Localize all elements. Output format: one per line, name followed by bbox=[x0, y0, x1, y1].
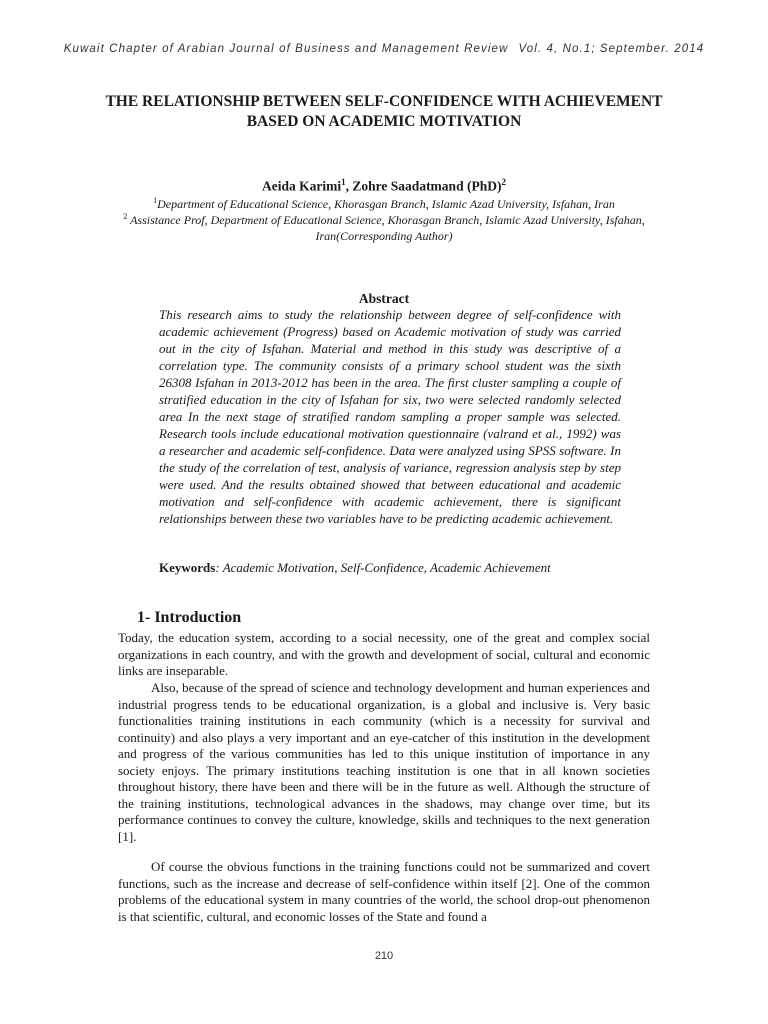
author-separator: , bbox=[345, 178, 353, 194]
author-superscript: 2 bbox=[501, 177, 506, 187]
running-header bbox=[0, 43, 768, 55]
keywords-list: : Academic Motivation, Self-Confidence, Academic Achievement bbox=[215, 560, 551, 575]
journal-name: Kuwait Chapter of Arabian Journal of Business and Management Review bbox=[63, 43, 509, 55]
section-heading-introduction: 1- Introduction bbox=[137, 609, 242, 626]
keywords-line bbox=[159, 559, 629, 576]
affiliation-text: Department of Educational Science, Khorasgan Branch, Islamic Azad University, Isfahan, Iran bbox=[157, 197, 615, 211]
page-number: 210 bbox=[374, 950, 394, 962]
affiliation-superscript: 2 bbox=[123, 212, 128, 221]
author-superscript: 1 bbox=[341, 177, 346, 187]
introduction-paragraph: Today, the education system, according to a social necessity, one of the great and complex social organizations in each country, and with the growth and development of social, cultural and economic links are inseparable. bbox=[118, 630, 650, 678]
introduction-paragraph: Also, because of the spread of science and technology development and human experiences and industrial progress tends to be educational organization, is a global and inclusive is. Very basic functionalities training institutions in each community (which is a necessity for survival and continuity) and also plays a very important and an eye-catcher of this institution in the development and progress of the various communities has led to this unique institution of importance in any society enjoys. The primary institutions teaching institution is one that in all known societies throughout history, there have been and there will be in the future as well. Although the structure of the training institutions, technological advances in the shadows, may change over time, but its performance continues to convey the culture, knowledge, skills and techniques to the next generation [1]. bbox=[118, 680, 650, 844]
author-name: Zohre Saadatmand (PhD) bbox=[352, 178, 502, 194]
abstract-heading: Abstract bbox=[358, 291, 410, 306]
volume-info: Vol. 4, No.1; September. 2014 bbox=[518, 43, 705, 55]
affiliation-superscript: 1 bbox=[153, 196, 158, 205]
abstract-body: This research aims to study the relationship between degree of self-confidence with academic achievement (Progress) based on Academic motivation of study was carried out in the city of Isfahan. Material and method in this study was descriptive of a correlation type. The community consists of a primary school student was the sixth 26308 Isfahan in 2013-2012 has been in the area. The first cluster sampling a couple of stratified education in the city of Isfahan for six, two were selected randomly selected area In the next stage of stratified random sampling a proper sample was selected. Research tools include educational motivation questionnaire (valrand et al., 1992) was a researcher and academic self-confidence. Data were analyzed using SPSS software. In the study of the correlation of test, analysis of variance, regression analysis step by step were used. And the results obtained showed that between educational and academic motivation and self-confidence with academic achievement, there is significant relationships between these two variables have to be predicting academic achievement. bbox=[159, 307, 621, 526]
author-name: Aeida Karimi bbox=[262, 178, 342, 194]
keywords-label: Keywords bbox=[159, 560, 216, 575]
affiliation-text: Assistance Prof, Department of Educational Science, Khorasgan Branch, Islamic Azad University, Isfahan, Iran(Corresponding Author) bbox=[130, 213, 645, 243]
author-line bbox=[0, 177, 768, 195]
affiliation-2 bbox=[110, 209, 658, 244]
introduction-paragraph: Of course the obvious functions in the training functions could not be summarized and covert functions, such as the increase and decrease of self-confidence within itself [2]. One of the common problems of the educational system in many countries of the world, the school drop-out phenomenon is that scientific, cultural, and economic losses of the State and found a bbox=[118, 859, 650, 924]
paper-title: THE RELATIONSHIP BETWEEN SELF-CONFIDENCE WITH ACHIEVEMENT BASED ON ACADEMIC MOTIVATION bbox=[105, 93, 663, 130]
